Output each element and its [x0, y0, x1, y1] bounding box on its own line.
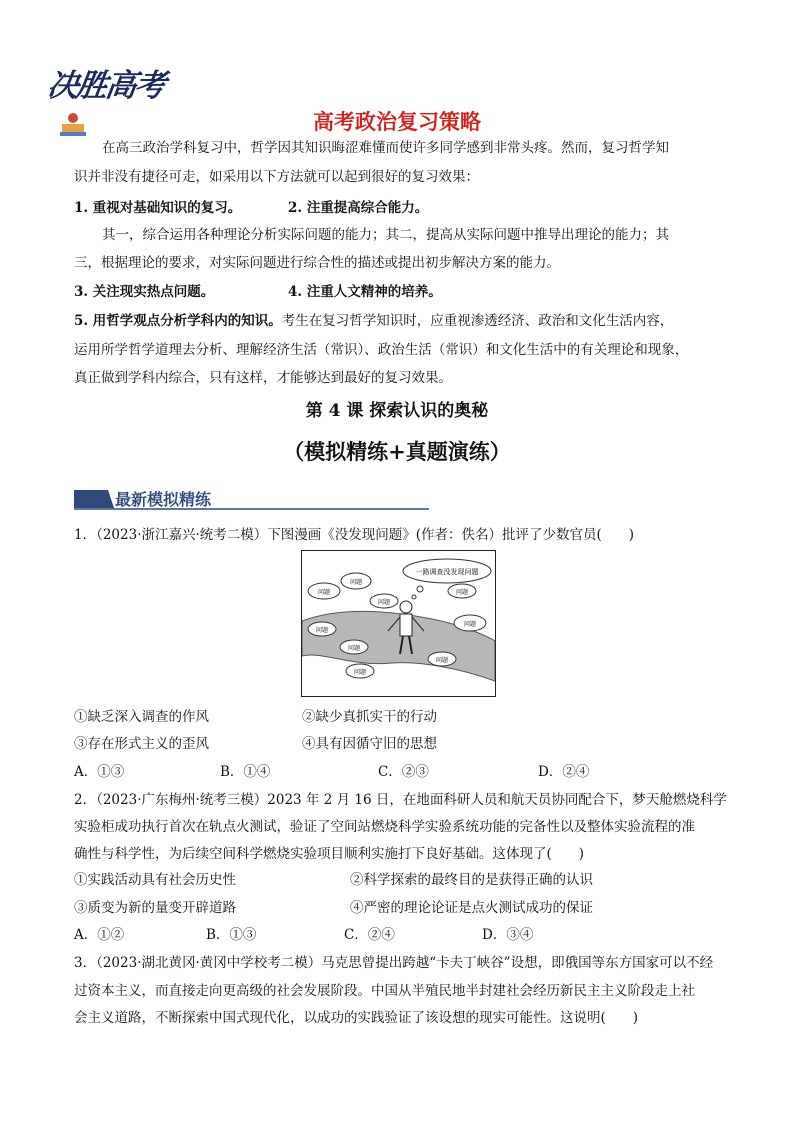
- lesson-title: 第 4 课 探索认识的奥秘: [305, 401, 489, 421]
- q2-choice-d: D．③④: [482, 927, 534, 943]
- q2-line-2: 实验柜成功执行首次在轨点火测试，验证了空间站燃烧科学实验系统功能的完备性以及整体实验流程的准: [74, 819, 695, 835]
- lesson-subtitle: （模拟精练+真题演练）: [283, 439, 511, 464]
- q2-line-3: 确性与科学性，为后续空间科学燃烧实验项目顺利实施打下良好基础。这体现了( ): [74, 846, 585, 862]
- q3-line-2: 过资本主义，而直接走向更高级的社会发展阶段。中国从半殖民地半封建社会经历新民主主义阶段走上社: [74, 983, 695, 999]
- q2-option-4: ④严密的理论论证是点火测试成功的保证: [350, 900, 593, 916]
- cartoon-stone-label: 问题: [377, 599, 391, 606]
- cartoon-stone-label: 问题: [347, 645, 361, 652]
- cartoon-stone-label: 问题: [455, 589, 469, 596]
- cartoon-image: [301, 550, 496, 697]
- tip-5-line-3: 真正做到学科内综合，只有这样，才能够达到最好的复习效果。: [74, 370, 452, 386]
- q1-choice-d: D．②④: [538, 764, 590, 780]
- tip-5-heading: 5. 用哲学观点分析学科内的知识。: [74, 313, 282, 329]
- logo: 决胜高考: [44, 68, 167, 104]
- tip-1: 1. 重视对基础知识的复习。: [74, 200, 242, 216]
- tip-3: 3. 关注现实热点问题。: [74, 284, 215, 300]
- q1-option-4: ④具有因循守旧的思想: [302, 736, 437, 752]
- cartoon-bubble-text: 一路调查没发现问题: [415, 568, 479, 576]
- q1-option-3: ③存在形式主义的歪风: [74, 736, 209, 752]
- q1-option-2: ②缺少真抓实干的行动: [302, 709, 437, 725]
- tip-5-text: 考生在复习哲学知识时，应重视渗透经济、政治和文化生活内容，: [281, 313, 674, 329]
- q2-choice-a: A．①②: [74, 927, 125, 943]
- q2-choice-c: C．②④: [344, 927, 395, 943]
- cartoon-stone-label: 问题: [435, 657, 449, 664]
- tip-5-line-1: [74, 309, 673, 329]
- q1-choice-c: C．②③: [378, 764, 429, 780]
- tip-2-para-2: 三，根据理论的要求，对实际问题进行综合性的描述或提出初步解决方案的能力。: [74, 255, 560, 271]
- cartoon-stone-label: 问题: [349, 579, 363, 586]
- cartoon-drawing: [302, 551, 495, 696]
- section-title: 最新模拟精练: [115, 490, 212, 509]
- tip-5-line-2: 运用所学哲学道理去分析、理解经济生活（常识）、政治生活（常识）和文化生活中的有关理论和现象，: [74, 342, 689, 358]
- tip-4: 4. 注重人文精神的培养。: [288, 284, 442, 300]
- q1-stem: 1．（2023·浙江嘉兴·统考二模）下图漫画《没发现问题》(作者：佚名）批评了少数官员( ): [74, 527, 635, 543]
- cartoon-stone-label: 问题: [315, 627, 329, 634]
- cartoon-stone-label: 问题: [317, 589, 331, 596]
- q1-choice-a: A．①③: [74, 764, 125, 780]
- q1-choice-b: B．①④: [220, 764, 271, 780]
- intro-line-1: 在高三政治学科复习中，哲学因其知识晦涩难懂而使许多同学感到非常头疼。然而，复习哲学知: [102, 140, 669, 156]
- q2-option-1: ①实践活动具有社会历史性: [74, 872, 236, 888]
- q2-line-1: 2．（2023·广东梅州·统考三模）2023 年 2 月 16 日，在地面科研人员和航天员协同配合下，梦天舱燃烧科学: [74, 792, 727, 808]
- tip-2-para-1: 其一，综合运用各种理论分析实际问题的能力；其二，提高从实际问题中推导出理论的能力；其: [102, 227, 669, 243]
- cartoon-stone-label: 问题: [463, 621, 477, 628]
- q3-line-3: 会主义道路，不断探索中国式现代化，以成功的实践验证了该设想的现实可能性。这说明( ): [74, 1010, 639, 1026]
- cartoon-stone-label: 问题: [353, 669, 367, 676]
- page-title: 高考政治复习策略: [313, 110, 481, 134]
- q1-option-1: ①缺乏深入调查的作风: [74, 709, 209, 725]
- q3-line-1: 3．（2023·湖北黄冈·黄冈中学校考二模）马克思曾提出跨越“卡夫丁峡谷”设想，即俄国等东方国家可以不经: [74, 955, 714, 971]
- intro-line-2: 识并非没有捷径可走，如采用以下方法就可以起到很好的复习效果：: [74, 169, 479, 185]
- q2-option-3: ③质变为新的量变开辟道路: [74, 900, 236, 916]
- tip-2: 2. 注重提高综合能力。: [288, 200, 429, 216]
- q2-option-2: ②科学探索的最终目的是获得正确的认识: [350, 872, 593, 888]
- q2-choice-b: B．①③: [206, 927, 257, 943]
